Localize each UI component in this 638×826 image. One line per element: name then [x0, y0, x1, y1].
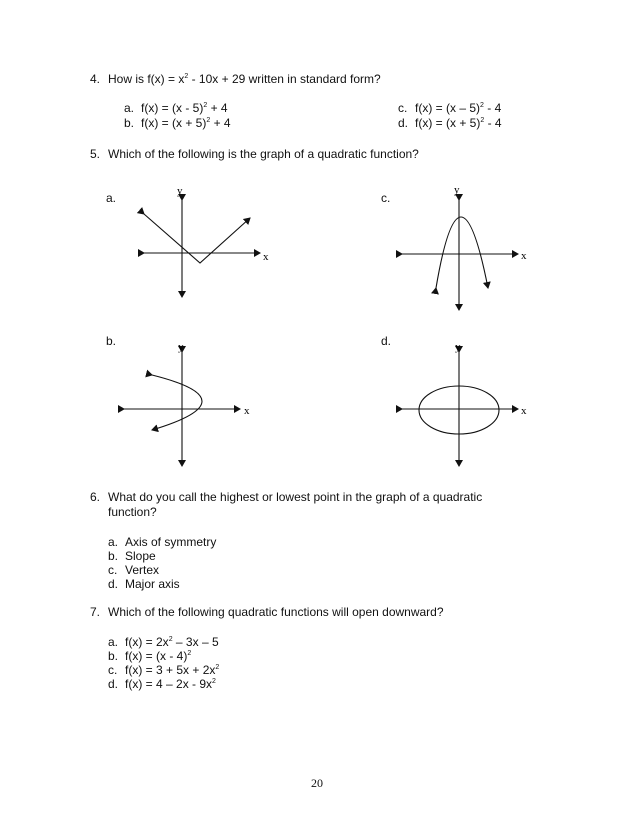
graph-a-x-label: x	[263, 251, 269, 263]
graph-c-curve	[436, 217, 488, 288]
option-text-post: + 4	[210, 116, 231, 130]
q5-number: 5.	[90, 147, 101, 161]
graph-d[interactable]	[396, 338, 556, 473]
option-letter: d.	[108, 677, 119, 691]
option-letter: d.	[108, 577, 119, 591]
option-text: Slope	[125, 549, 156, 563]
option-letter: a.	[108, 635, 119, 649]
q5-question	[90, 147, 419, 161]
option-text: f(x) = (x + 5)	[141, 116, 207, 130]
graph-d-letter[interactable]: d.	[381, 334, 392, 348]
q4-question	[90, 72, 381, 86]
option-sup: 2	[212, 678, 216, 685]
q4-option-b[interactable]	[124, 116, 231, 130]
q7-question	[90, 605, 444, 619]
option-letter: b.	[108, 549, 119, 563]
page-number: 20	[311, 776, 323, 790]
option-text-post: + 4	[207, 101, 228, 115]
option-text: f(x) = (x + 5)	[415, 116, 481, 130]
option-text: f(x) = (x – 5)	[415, 101, 481, 115]
graph-b-y-label: y	[178, 341, 184, 353]
option-letter: a.	[108, 535, 119, 549]
graph-b-letter[interactable]: b.	[106, 334, 117, 348]
option-sup: 2	[206, 117, 211, 124]
option-letter: a.	[124, 101, 135, 115]
q5-text: Which of the following is the graph of a quadratic function?	[108, 147, 419, 161]
option-text: Vertex	[125, 563, 160, 577]
graph-a[interactable]	[114, 180, 274, 305]
q4-number: 4.	[90, 72, 101, 86]
graph-b-x-label: x	[244, 405, 250, 417]
graph-c-x-label: x	[521, 250, 527, 262]
q6-number: 6.	[90, 490, 101, 504]
graph-a-curve	[144, 214, 250, 263]
graph-c-letter[interactable]: c.	[381, 191, 391, 205]
graph-a-y-label: y	[177, 185, 183, 197]
q4-text-sup: 2	[184, 73, 189, 80]
option-sup: 2	[187, 650, 192, 657]
q7-option-c[interactable]	[108, 663, 219, 677]
q6-option-b[interactable]	[108, 549, 156, 563]
option-letter: c.	[398, 101, 408, 115]
option-text: f(x) = (x - 5)	[141, 101, 204, 115]
option-sup: 2	[480, 102, 484, 109]
q6-text-line1: What do you call the highest or lowest point in the graph of a quadratic	[108, 490, 483, 504]
option-letter: c.	[108, 663, 118, 677]
graph-b[interactable]	[114, 338, 274, 473]
q6-option-d[interactable]	[108, 577, 180, 591]
option-text: f(x) = 2x	[125, 635, 169, 649]
option-text: Major axis	[125, 577, 180, 591]
option-text: f(x) = 3 + 5x + 2x	[125, 663, 216, 677]
option-letter: b.	[124, 116, 135, 130]
option-letter: c.	[108, 563, 118, 577]
option-letter: b.	[108, 649, 119, 663]
graph-d-y-label: y	[455, 341, 461, 353]
q7-option-a[interactable]	[108, 635, 219, 649]
q4-option-d[interactable]	[398, 116, 502, 130]
option-sup: 2	[168, 636, 173, 643]
option-text: f(x) = (x - 4)	[125, 649, 188, 663]
option-letter: d.	[398, 116, 409, 130]
graph-d-x-label: x	[521, 405, 527, 417]
q6-question	[90, 490, 482, 504]
option-text: f(x) = 4 – 2x - 9x	[125, 677, 213, 691]
option-sup: 2	[203, 102, 208, 109]
q7-option-b[interactable]	[108, 649, 191, 663]
graph-c-y-label: y	[454, 184, 460, 196]
q4-option-c[interactable]	[398, 101, 501, 115]
option-text: Axis of symmetry	[125, 535, 217, 549]
q4-option-a[interactable]	[124, 101, 228, 115]
graph-a-letter[interactable]: a.	[106, 191, 117, 205]
q7-text: Which of the following quadratic functions will open downward?	[108, 605, 444, 619]
option-sup: 2	[480, 117, 485, 124]
q4-text-post: - 10x + 29 written in standard form?	[188, 72, 381, 86]
graph-c[interactable]	[396, 180, 556, 315]
option-text-post: - 4	[484, 116, 502, 130]
q7-number: 7.	[90, 605, 101, 619]
option-sup: 2	[215, 664, 220, 671]
q6-option-a[interactable]	[108, 535, 216, 549]
option-text-post: – 3x – 5	[172, 635, 219, 649]
graph-b-curve	[152, 375, 202, 430]
q6-question-line2: function?	[108, 505, 157, 519]
q7-option-d[interactable]	[108, 677, 216, 691]
q6-option-c[interactable]	[108, 563, 159, 577]
q4-text-pre: How is f(x) = x	[108, 72, 185, 86]
option-text-post: - 4	[483, 101, 502, 115]
